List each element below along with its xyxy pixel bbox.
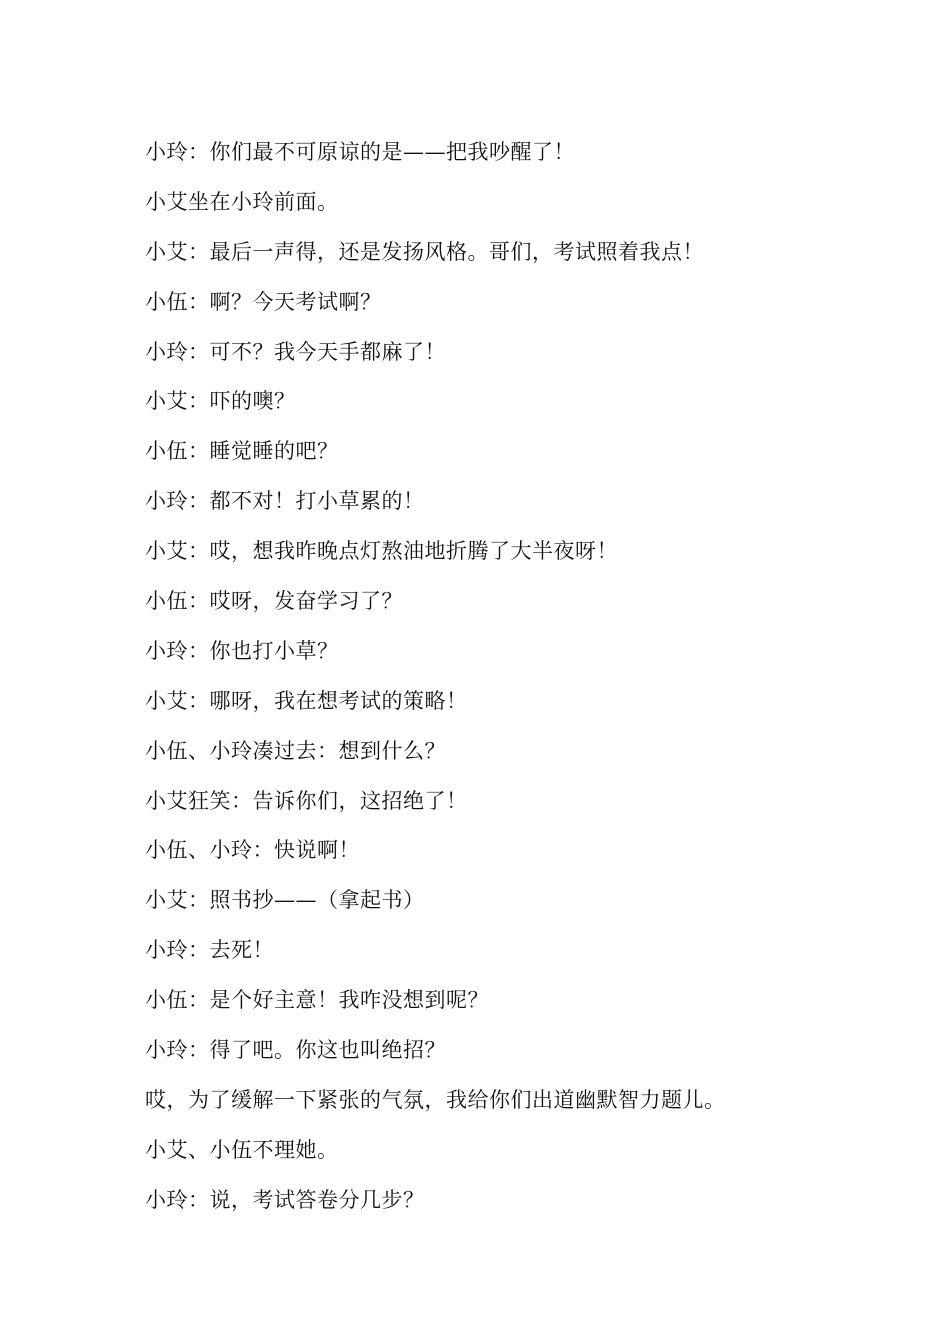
dialogue-line: 小伍、小玲：快说啊！ xyxy=(145,838,360,863)
dialogue-line: 小艾：吓的噢？ xyxy=(145,389,296,414)
dialogue-line: 小玲：得了吧。你这也叫绝招？ xyxy=(145,1038,446,1063)
dialogue-line: 小艾：哎，想我昨晚点灯熬油地折腾了大半夜呀！ xyxy=(145,539,618,564)
dialogue-line: 小艾坐在小玲前面。 xyxy=(145,189,339,214)
dialogue-line: 小伍：啊？今天考试啊？ xyxy=(145,289,382,314)
dialogue-line: 小艾狂笑：告诉你们，这招绝了！ xyxy=(145,788,468,813)
dialogue-line: 小艾、小伍不理她。 xyxy=(145,1137,339,1162)
dialogue-line: 小艾：照书抄——（拿起书） xyxy=(145,888,425,913)
dialogue-line: 小玲：你也打小草？ xyxy=(145,638,339,663)
dialogue-line: 小伍：哎呀，发奋学习了？ xyxy=(145,589,403,614)
dialogue-line: 哎，为了缓解一下紧张的气氛，我给你们出道幽默智力题儿。 xyxy=(145,1087,726,1112)
dialogue-line: 小玲：你们最不可原谅的是——把我吵醒了！ xyxy=(145,140,575,164)
dialogue-line: 小玲：去死！ xyxy=(145,938,274,963)
dialogue-line: 小艾：最后一声得，还是发扬风格。哥们，考试照着我点！ xyxy=(145,239,704,264)
dialogue-line: 小伍：是个好主意！我咋没想到呢？ xyxy=(145,988,489,1013)
dialogue-line: 小玲：都不对！打小草累的！ xyxy=(145,489,425,514)
dialogue-line: 小艾：哪呀，我在想考试的策略！ xyxy=(145,688,468,713)
dialogue-line: 小玲：说，考试答卷分几步？ xyxy=(145,1187,425,1212)
dialogue-text xyxy=(145,132,845,1230)
dialogue-line: 小玲：可不？我今天手都麻了！ xyxy=(145,339,446,364)
dialogue-line: 小伍、小玲凑过去：想到什么？ xyxy=(145,738,446,763)
dialogue-line: 小伍：睡觉睡的吧？ xyxy=(145,439,339,464)
